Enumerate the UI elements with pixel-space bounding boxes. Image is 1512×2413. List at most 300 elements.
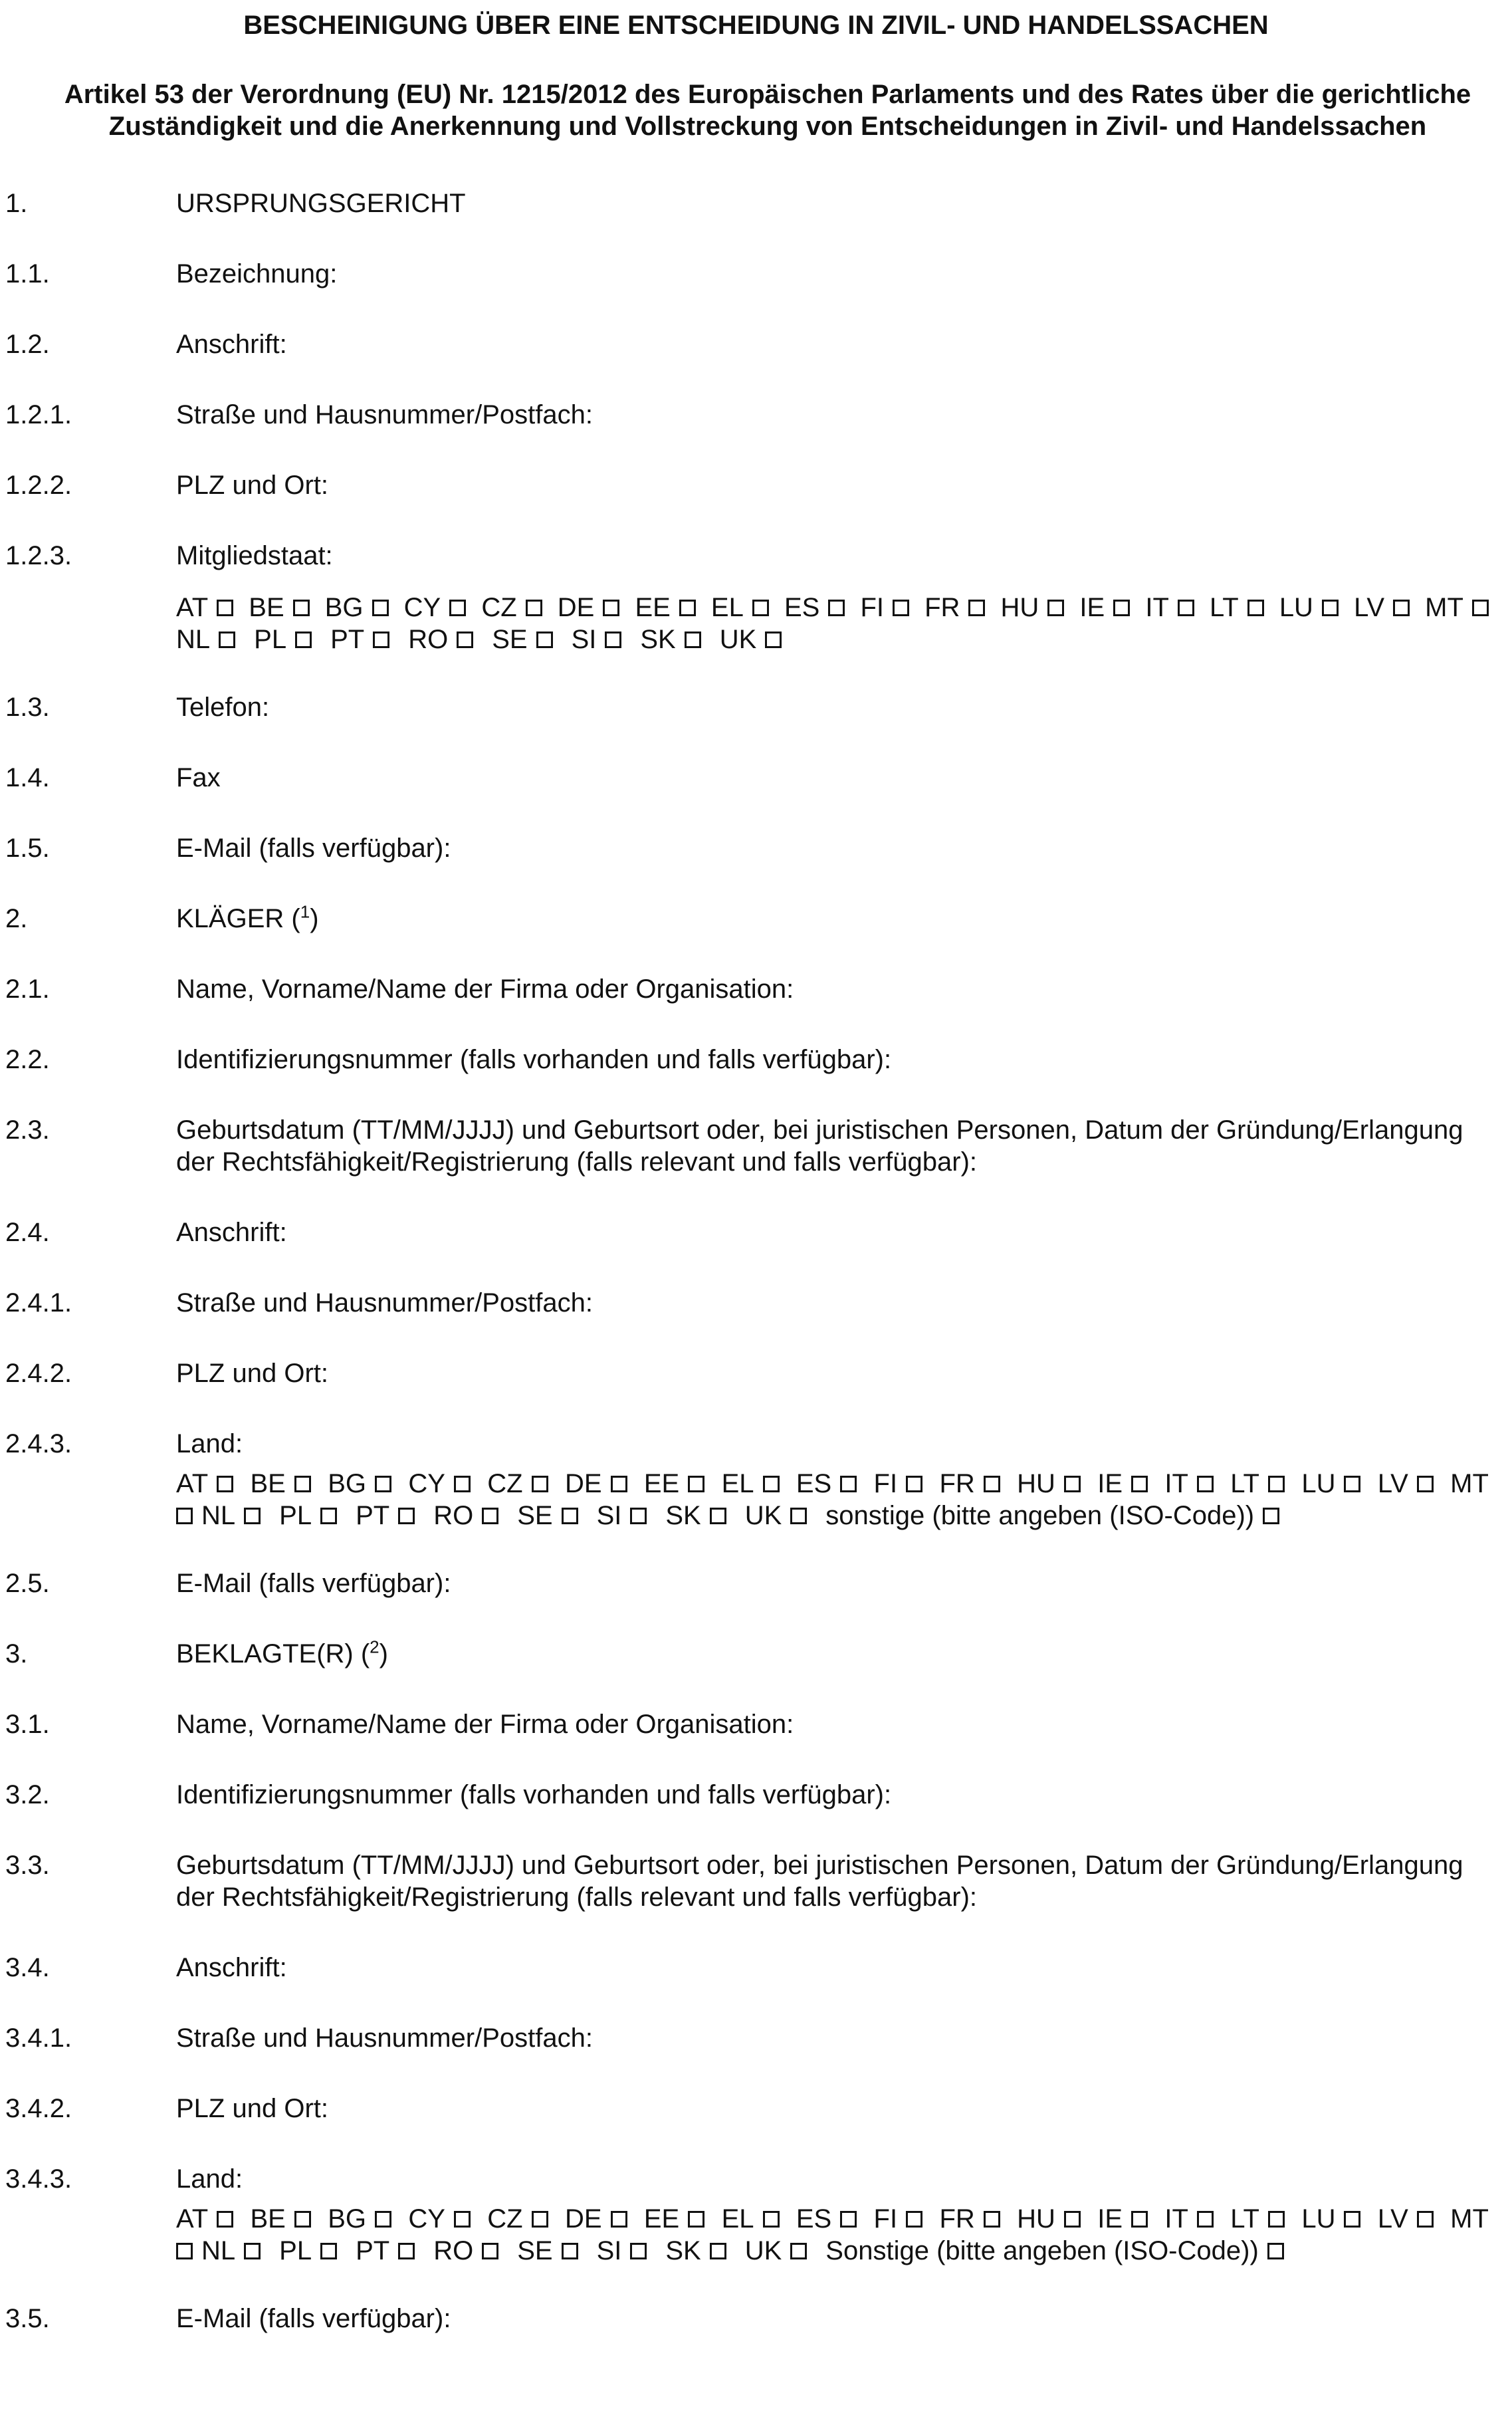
section-number: 2. <box>5 904 28 933</box>
field-number: 1.2.2. <box>5 471 72 500</box>
country-code: LV <box>1377 2204 1408 2234</box>
country-option-bg[interactable] <box>328 1468 391 1500</box>
checkbox[interactable] <box>1113 600 1130 616</box>
field-number: 3.2. <box>5 1780 50 1809</box>
country-code: EL <box>721 2204 754 2234</box>
member-state-checklist-court <box>176 592 1489 655</box>
country-option-el[interactable] <box>722 1468 780 1500</box>
country-code: PT <box>330 625 365 654</box>
country-code: BE <box>249 593 284 622</box>
field-number: 3.3. <box>5 1851 50 1880</box>
country-option-fr[interactable] <box>939 2203 1000 2235</box>
country-code: IE <box>1097 1469 1123 1498</box>
country-option-fr[interactable] <box>924 592 985 624</box>
country-option-se[interactable] <box>517 1500 578 1532</box>
country-code: NL <box>201 1501 236 1530</box>
footnote-marker: 2 <box>370 1637 379 1657</box>
checkbox[interactable] <box>217 2211 233 2228</box>
field-label-email: E-Mail (falls verfügbar): <box>176 834 451 863</box>
country-code: LT <box>1230 1469 1259 1498</box>
checkbox[interactable] <box>893 600 909 616</box>
field-number: 1.3. <box>5 693 50 722</box>
country-code: DE <box>557 593 595 622</box>
country-option-ie[interactable] <box>1097 1468 1148 1500</box>
footnote-marker: 1 <box>300 901 310 922</box>
country-checklist-line <box>176 2203 1489 2235</box>
country-option-be[interactable] <box>251 1468 311 1500</box>
country-checklist-line <box>176 1468 1489 1500</box>
country-code: EE <box>643 2204 680 2234</box>
country-option-cy[interactable] <box>408 2203 471 2235</box>
checkbox[interactable] <box>1064 1476 1081 1492</box>
checkbox[interactable] <box>176 1508 193 1524</box>
country-code: CZ <box>481 593 517 622</box>
checkbox[interactable] <box>1064 2211 1081 2228</box>
checkbox[interactable] <box>1268 1476 1285 1492</box>
country-option-at[interactable] <box>176 2203 233 2235</box>
country-option-pl[interactable] <box>254 624 312 655</box>
country-option-lu[interactable] <box>1301 1468 1360 1500</box>
country-option-hu[interactable] <box>1001 592 1065 624</box>
checkbox[interactable] <box>840 2211 857 2228</box>
checkbox[interactable] <box>968 600 985 616</box>
country-code: EL <box>710 593 744 622</box>
field-number: 1.2.3. <box>5 541 72 570</box>
field-label-postcode-city: PLZ und Ort: <box>176 471 328 500</box>
field-label-street: Straße und Hausnummer/Postfach: <box>176 1288 593 1318</box>
country-option-mt[interactable] <box>1425 592 1489 624</box>
country-code: BG <box>328 1469 366 1498</box>
country-option-si[interactable] <box>597 2235 647 2267</box>
field-label-designation: Bezeichnung: <box>176 259 338 288</box>
country-option-nl[interactable] <box>176 624 235 655</box>
field-number: 1.5. <box>5 834 50 863</box>
field-label-name: Name, Vorname/Name der Firma oder Organisation: <box>176 975 794 1004</box>
checkbox[interactable] <box>1268 2211 1285 2228</box>
checkbox[interactable] <box>454 2211 471 2228</box>
checkbox[interactable] <box>685 632 701 648</box>
checkbox[interactable] <box>611 1476 627 1492</box>
checkbox[interactable] <box>1344 1476 1360 1492</box>
checkbox[interactable] <box>320 2243 337 2259</box>
field-number: 1.1. <box>5 259 50 288</box>
country-code: UK <box>744 2236 782 2265</box>
checkbox[interactable] <box>1131 2211 1148 2228</box>
field-number: 1.2. <box>5 330 50 359</box>
checkbox[interactable] <box>1197 2211 1214 2228</box>
field-label-birth-date: Geburtsdatum (TT/MM/JJJJ) und Geburtsort oder, bei juristischen Personen, Datum der Gründung/Erlangung der Rechtsfähigkeit/Registrierung (falls relevant und falls verfügbar): <box>176 1851 1463 1912</box>
country-code: FR <box>924 593 960 622</box>
country-code: LU <box>1301 2204 1336 2234</box>
field-number: 2.1. <box>5 975 50 1004</box>
field-number: 3.5. <box>5 2304 50 2333</box>
field-number: 2.5. <box>5 1569 50 1598</box>
checkbox[interactable] <box>562 1508 578 1524</box>
country-option-fr[interactable] <box>939 1468 1000 1500</box>
checkbox[interactable] <box>398 2243 415 2259</box>
country-option-fi[interactable] <box>874 1468 923 1500</box>
country-option-cz[interactable] <box>481 592 542 624</box>
checkbox[interactable] <box>373 632 389 648</box>
checkbox[interactable] <box>1472 600 1489 616</box>
checkbox[interactable] <box>630 2243 647 2259</box>
field-number: 2.4. <box>5 1218 50 1247</box>
checkbox[interactable] <box>320 1508 337 1524</box>
section-heading-claimant <box>176 903 319 935</box>
country-option-se[interactable] <box>492 624 552 655</box>
country-option-cz[interactable] <box>487 2203 548 2235</box>
checkbox[interactable] <box>449 600 466 616</box>
country-code: LT <box>1230 2204 1259 2234</box>
country-code: CY <box>408 2204 445 2234</box>
country-code: IT <box>1145 593 1169 622</box>
field-number: 3.4.3. <box>5 2164 72 2194</box>
checkbox[interactable] <box>688 2211 704 2228</box>
country-option-be[interactable] <box>249 592 309 624</box>
country-code: FI <box>860 593 884 622</box>
section-number: 1. <box>5 189 28 218</box>
checkbox[interactable] <box>763 1476 780 1492</box>
country-option-se[interactable] <box>517 2235 578 2267</box>
checkbox[interactable] <box>217 600 233 616</box>
country-checklist-defendant <box>176 2203 1489 2267</box>
checkbox[interactable] <box>176 2243 193 2259</box>
checkbox[interactable] <box>752 600 769 616</box>
country-code: SE <box>517 1501 553 1530</box>
country-option-bg[interactable] <box>325 592 389 624</box>
country-option-lt[interactable] <box>1230 2203 1285 2235</box>
field-label-country: Land: <box>176 1429 243 1458</box>
checkbox[interactable] <box>688 1476 704 1492</box>
field-label-email: E-Mail (falls verfügbar): <box>176 2304 451 2333</box>
field-label-birth-date: Geburtsdatum (TT/MM/JJJJ) und Geburtsort oder, bei juristischen Personen, Datum der Gründung/Erlangung der Rechtsfähigkeit/Registrierung (falls relevant und falls verfügbar): <box>176 1115 1463 1177</box>
country-option-ee[interactable] <box>644 2203 704 2235</box>
country-code: UK <box>744 1501 782 1530</box>
country-code: PT <box>356 2236 390 2265</box>
country-option-pl[interactable] <box>279 1500 337 1532</box>
country-option-fi[interactable] <box>860 592 909 624</box>
country-code: FI <box>873 2204 898 2234</box>
country-code: SK <box>640 625 676 654</box>
checkbox[interactable] <box>244 2243 261 2259</box>
country-code: HU <box>1017 1469 1055 1498</box>
checkbox[interactable] <box>532 1476 548 1492</box>
country-option-ee[interactable] <box>644 1468 704 1500</box>
country-code: HU <box>1000 593 1039 622</box>
checkbox[interactable] <box>1417 1476 1434 1492</box>
checkbox[interactable] <box>482 1508 498 1524</box>
country-option-sk[interactable] <box>665 1500 726 1532</box>
country-option-sk[interactable] <box>640 624 701 655</box>
section-heading-defendant <box>176 1638 388 1670</box>
country-option-bg[interactable] <box>328 2203 391 2235</box>
country-option-fi[interactable] <box>874 2203 923 2235</box>
country-code: PL <box>279 2236 312 2265</box>
country-option-cy[interactable] <box>408 1468 471 1500</box>
country-code: BG <box>328 2204 366 2234</box>
country-option-ie[interactable] <box>1097 2203 1148 2235</box>
country-option-de[interactable] <box>565 2203 627 2235</box>
checkbox[interactable] <box>1267 2243 1284 2259</box>
country-code: PT <box>356 1501 390 1530</box>
checkbox[interactable] <box>765 632 782 648</box>
section-heading-court: URSPRUNGSGERICHT <box>176 189 466 218</box>
checkbox[interactable] <box>454 1476 471 1492</box>
checkbox[interactable] <box>293 600 310 616</box>
country-code: BE <box>250 2204 286 2234</box>
checkbox[interactable] <box>526 600 542 616</box>
field-label-address: Anschrift: <box>176 330 287 359</box>
country-option-it[interactable] <box>1164 2203 1214 2235</box>
country-option-lv[interactable] <box>1378 2203 1434 2235</box>
field-label-address: Anschrift: <box>176 1218 287 1247</box>
country-code: IT <box>1164 1469 1188 1498</box>
field-number: 3.4. <box>5 1953 50 1982</box>
country-code: SI <box>596 1501 622 1530</box>
checkbox[interactable] <box>710 2243 726 2259</box>
checkbox[interactable] <box>1322 600 1339 616</box>
checkbox[interactable] <box>790 1508 807 1524</box>
document-title: BESCHEINIGUNG ÜBER EINE ENTSCHEIDUNG IN ZIVIL- UND HANDELSSACHEN <box>243 11 1269 40</box>
field-label-country: Land: <box>176 2164 243 2194</box>
checkbox[interactable] <box>1393 600 1410 616</box>
country-option-mt[interactable] <box>1450 2203 1489 2235</box>
field-label-street: Straße und Hausnummer/Postfach: <box>176 2023 593 2053</box>
checkbox[interactable] <box>763 2211 780 2228</box>
checkbox[interactable] <box>710 1508 726 1524</box>
country-checklist-line <box>176 1500 1489 1532</box>
country-code: ES <box>796 2204 832 2234</box>
country-option-es[interactable] <box>796 2203 857 2235</box>
checkbox[interactable] <box>679 600 696 616</box>
country-code: IT <box>1164 2204 1188 2234</box>
field-number: 2.4.3. <box>5 1429 72 1458</box>
checkbox[interactable] <box>1197 1476 1214 1492</box>
country-option-si[interactable] <box>572 624 622 655</box>
country-option-pt[interactable] <box>330 624 389 655</box>
field-label-street: Straße und Hausnummer/Postfach: <box>176 400 593 429</box>
country-checklist-claimant <box>176 1468 1489 1532</box>
country-option-sk[interactable] <box>665 2235 726 2267</box>
checkbox[interactable] <box>828 600 845 616</box>
checkbox[interactable] <box>294 2211 311 2228</box>
country-code: AT <box>176 2204 209 2234</box>
checkbox[interactable] <box>375 2211 391 2228</box>
country-code: MT <box>1450 2204 1489 2234</box>
country-code: SI <box>596 2236 622 2265</box>
country-code: UK <box>719 625 757 654</box>
country-code: ES <box>784 593 820 622</box>
checkbox[interactable] <box>482 2243 498 2259</box>
country-code: AT <box>176 1469 209 1498</box>
country-option-el[interactable] <box>722 2203 780 2235</box>
field-number: 3.4.1. <box>5 2023 72 2053</box>
country-code: CY <box>403 593 441 622</box>
country-option-hu[interactable] <box>1017 2203 1081 2235</box>
country-code: FR <box>939 2204 975 2234</box>
field-number: 2.4.2. <box>5 1359 72 1388</box>
country-code: LU <box>1301 1469 1336 1498</box>
checkbox[interactable] <box>605 632 621 648</box>
country-option-pt[interactable] <box>356 2235 415 2267</box>
field-number: 2.2. <box>5 1045 50 1074</box>
country-option-pt[interactable] <box>356 1500 415 1532</box>
checkbox[interactable] <box>219 632 235 648</box>
country-code: RO <box>408 625 449 654</box>
country-option-lt[interactable] <box>1230 1468 1285 1500</box>
country-code: LT <box>1209 593 1239 622</box>
country-option-cy[interactable] <box>404 592 467 624</box>
country-code: HU <box>1017 2204 1055 2234</box>
section-heading-close: ) <box>310 904 319 933</box>
field-label-email: E-Mail (falls verfügbar): <box>176 1569 451 1598</box>
country-option-lv[interactable] <box>1354 592 1410 624</box>
country-code: MT <box>1425 593 1463 622</box>
checkbox[interactable] <box>611 2211 627 2228</box>
country-option-mt[interactable] <box>1450 1468 1489 1500</box>
checkbox[interactable] <box>984 1476 1000 1492</box>
checkbox[interactable] <box>217 1476 233 1492</box>
country-code: CY <box>408 1469 445 1498</box>
country-code: LV <box>1377 1469 1408 1498</box>
country-option-lu[interactable] <box>1279 592 1339 624</box>
country-code: SK <box>665 2236 701 2265</box>
checkbox[interactable] <box>244 1508 261 1524</box>
country-option-uk[interactable] <box>745 1500 808 1532</box>
checkbox[interactable] <box>906 1476 922 1492</box>
country-option-ee[interactable] <box>635 592 695 624</box>
checkbox[interactable] <box>536 632 553 648</box>
country-code: CZ <box>487 1469 523 1498</box>
country-code: NL <box>201 2236 236 2265</box>
field-label-id-number: Identifizierungsnummer (falls vorhanden und falls verfügbar): <box>176 1780 892 1809</box>
country-code: AT <box>176 593 209 622</box>
country-checklist-line <box>176 592 1489 624</box>
checkbox[interactable] <box>398 1508 415 1524</box>
country-option-lu[interactable] <box>1301 2203 1360 2235</box>
country-code: FR <box>939 1469 975 1498</box>
country-code: PL <box>279 1501 312 1530</box>
country-code: SI <box>571 625 597 654</box>
country-option-uk[interactable] <box>745 2235 808 2267</box>
country-code: FI <box>873 1469 898 1498</box>
country-option-es[interactable] <box>796 1468 857 1500</box>
country-option-lv[interactable] <box>1378 1468 1434 1500</box>
country-option-be[interactable] <box>251 2203 311 2235</box>
field-label-postcode-city: PLZ und Ort: <box>176 1359 328 1388</box>
section-heading-text: KLÄGER ( <box>176 904 300 933</box>
country-code: EE <box>643 1469 680 1498</box>
country-code: LV <box>1354 593 1385 622</box>
checkbox[interactable] <box>532 2211 548 2228</box>
checkbox[interactable] <box>1131 1476 1148 1492</box>
section-number: 3. <box>5 1639 28 1668</box>
checkbox[interactable] <box>375 1476 391 1492</box>
checkbox[interactable] <box>906 2211 922 2228</box>
checkbox[interactable] <box>1247 600 1264 616</box>
country-code: EL <box>721 1469 754 1498</box>
country-option-ro[interactable] <box>408 624 473 655</box>
field-number: 2.3. <box>5 1115 50 1145</box>
other-country-label: Sonstige (bitte angeben (ISO-Code)) <box>825 2236 1259 2265</box>
field-label-name: Name, Vorname/Name der Firma oder Organisation: <box>176 1710 794 1739</box>
checkbox[interactable] <box>562 2243 578 2259</box>
country-option-at[interactable] <box>176 1468 233 1500</box>
checkbox[interactable] <box>1178 600 1194 616</box>
checkbox[interactable] <box>630 1508 647 1524</box>
document-subtitle: Artikel 53 der Verordnung (EU) Nr. 1215/2012 des Europäischen Parlaments und des Rates über die gerichtliche Zuständigkeit und die Anerkennung und Vollstreckung von Entscheidungen in Zivil- und Handelssachen <box>64 80 1471 141</box>
field-label-phone: Telefon: <box>176 693 270 722</box>
field-label-postcode-city: PLZ und Ort: <box>176 2094 328 2123</box>
country-code: SE <box>517 2236 553 2265</box>
country-option-el[interactable] <box>711 592 769 624</box>
checkbox[interactable] <box>372 600 389 616</box>
checkbox[interactable] <box>294 1476 311 1492</box>
country-option-nl[interactable] <box>176 2235 261 2267</box>
country-code: EE <box>635 593 671 622</box>
country-code: ES <box>796 1469 832 1498</box>
country-option-uk[interactable] <box>720 624 782 655</box>
checkbox[interactable] <box>457 632 473 648</box>
country-option-de[interactable] <box>565 1468 627 1500</box>
country-code: RO <box>433 2236 474 2265</box>
country-code: IE <box>1079 593 1105 622</box>
country-checklist-line <box>176 624 1489 655</box>
country-option-other[interactable] <box>825 1500 1279 1532</box>
section-heading-text: BEKLAGTE(R) ( <box>176 1639 370 1668</box>
checkbox[interactable] <box>1417 2211 1434 2228</box>
checkbox[interactable] <box>1047 600 1064 616</box>
country-option-ie[interactable] <box>1079 592 1130 624</box>
checkbox[interactable] <box>1263 1508 1279 1524</box>
country-code: RO <box>433 1501 474 1530</box>
country-option-pl[interactable] <box>279 2235 337 2267</box>
country-option-si[interactable] <box>597 1500 647 1532</box>
country-option-nl[interactable] <box>176 1500 261 1532</box>
country-code: MT <box>1450 1469 1489 1498</box>
field-number: 3.4.2. <box>5 2094 72 2123</box>
country-code: IE <box>1097 2204 1123 2234</box>
country-option-ro[interactable] <box>433 2235 498 2267</box>
checkbox[interactable] <box>790 2243 807 2259</box>
field-number: 1.4. <box>5 763 50 792</box>
country-option-hu[interactable] <box>1017 1468 1081 1500</box>
country-option-lt[interactable] <box>1210 592 1264 624</box>
country-option-cz[interactable] <box>487 1468 548 1500</box>
country-option-at[interactable] <box>176 592 233 624</box>
country-option-es[interactable] <box>784 592 845 624</box>
country-checklist-line <box>176 2235 1489 2267</box>
checkbox[interactable] <box>984 2211 1000 2228</box>
country-option-ro[interactable] <box>433 1500 498 1532</box>
checkbox[interactable] <box>295 632 312 648</box>
country-option-it[interactable] <box>1164 1468 1214 1500</box>
country-option-it[interactable] <box>1145 592 1194 624</box>
field-number: 3.1. <box>5 1710 50 1739</box>
field-label-fax: Fax <box>176 763 221 792</box>
checkbox[interactable] <box>840 1476 857 1492</box>
field-label-member-state: Mitgliedstaat: <box>176 541 333 570</box>
country-code: LU <box>1279 593 1313 622</box>
country-code: NL <box>176 625 211 654</box>
field-number: 1.2.1. <box>5 400 72 429</box>
country-option-de[interactable] <box>558 592 620 624</box>
checkbox[interactable] <box>603 600 619 616</box>
country-option-other[interactable] <box>825 2235 1283 2267</box>
checkbox[interactable] <box>1344 2211 1360 2228</box>
country-code: DE <box>564 2204 602 2234</box>
country-code: DE <box>564 1469 602 1498</box>
